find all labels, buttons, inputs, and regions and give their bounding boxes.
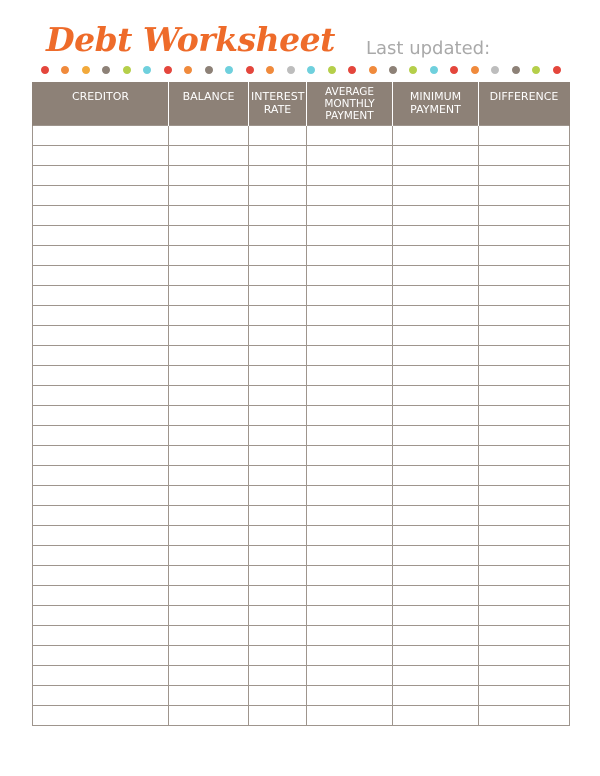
table-row: [33, 185, 570, 205]
table-cell-interest-rate[interactable]: [249, 405, 307, 425]
table-cell-difference[interactable]: [479, 345, 570, 365]
table-cell-minimum-payment[interactable]: [393, 425, 479, 445]
table-cell-interest-rate[interactable]: [249, 645, 307, 665]
decorative-dot: [553, 66, 561, 74]
table-cell-difference[interactable]: [479, 665, 570, 685]
decorative-dot: [246, 66, 254, 74]
table-cell-average-monthly-payment[interactable]: [307, 705, 393, 725]
table-cell-balance[interactable]: [169, 565, 249, 585]
column-header-text: MONTHLY: [324, 98, 375, 110]
table-row: [33, 665, 570, 685]
table-cell-minimum-payment[interactable]: [393, 525, 479, 545]
table-cell-balance[interactable]: [169, 645, 249, 665]
table-cell-balance[interactable]: [169, 225, 249, 245]
table-cell-balance[interactable]: [169, 405, 249, 425]
table-cell-difference[interactable]: [479, 545, 570, 565]
table-row: [33, 445, 570, 465]
table-cell-minimum-payment[interactable]: [393, 225, 479, 245]
table-cell-average-monthly-payment[interactable]: [307, 225, 393, 245]
table-cell-balance[interactable]: [169, 365, 249, 385]
table-cell-balance[interactable]: [169, 485, 249, 505]
table-cell-balance[interactable]: [169, 425, 249, 445]
table-cell-difference[interactable]: [479, 585, 570, 605]
table-cell-creditor[interactable]: [33, 225, 169, 245]
table-cell-average-monthly-payment[interactable]: [307, 385, 393, 405]
table-cell-average-monthly-payment[interactable]: [307, 345, 393, 365]
table-cell-minimum-payment[interactable]: [393, 285, 479, 305]
table-cell-creditor[interactable]: [33, 185, 169, 205]
table-body: [33, 125, 570, 725]
decorative-dot-row: [41, 66, 561, 74]
table-row: [33, 565, 570, 585]
column-header-text: PAYMENT: [325, 110, 374, 122]
decorative-dot: [471, 66, 479, 74]
table-cell-interest-rate[interactable]: [249, 145, 307, 165]
table-cell-balance[interactable]: [169, 165, 249, 185]
table-cell-minimum-payment[interactable]: [393, 685, 479, 705]
decorative-dot: [41, 66, 49, 74]
table-cell-minimum-payment[interactable]: [393, 605, 479, 625]
table-cell-minimum-payment[interactable]: [393, 165, 479, 185]
decorative-dot: [143, 66, 151, 74]
table-cell-balance[interactable]: [169, 325, 249, 345]
table-cell-minimum-payment[interactable]: [393, 405, 479, 425]
table-cell-balance[interactable]: [169, 265, 249, 285]
table-cell-minimum-payment[interactable]: [393, 545, 479, 565]
table-cell-balance[interactable]: [169, 285, 249, 305]
decorative-dot: [123, 66, 131, 74]
table-cell-creditor[interactable]: [33, 265, 169, 285]
table-cell-interest-rate[interactable]: [249, 165, 307, 185]
table-cell-interest-rate[interactable]: [249, 605, 307, 625]
table-row: [33, 245, 570, 265]
table-cell-creditor[interactable]: [33, 285, 169, 305]
table-cell-balance[interactable]: [169, 245, 249, 265]
table-cell-creditor[interactable]: [33, 325, 169, 345]
table-cell-minimum-payment[interactable]: [393, 125, 479, 145]
table-row: [33, 425, 570, 445]
table-cell-interest-rate[interactable]: [249, 545, 307, 565]
decorative-dot: [266, 66, 274, 74]
table-row: [33, 325, 570, 345]
table-row: [33, 125, 570, 145]
table-cell-creditor[interactable]: [33, 365, 169, 385]
table-row: [33, 205, 570, 225]
table-cell-creditor[interactable]: [33, 565, 169, 585]
table-cell-average-monthly-payment[interactable]: [307, 565, 393, 585]
table-cell-difference[interactable]: [479, 225, 570, 245]
decorative-dot: [184, 66, 192, 74]
table-cell-minimum-payment[interactable]: [393, 305, 479, 325]
table-cell-creditor[interactable]: [33, 485, 169, 505]
table-cell-creditor[interactable]: [33, 625, 169, 645]
table-cell-interest-rate[interactable]: [249, 305, 307, 325]
table-row: [33, 525, 570, 545]
decorative-dot: [164, 66, 172, 74]
column-header-text: RATE: [263, 103, 292, 116]
table-cell-interest-rate[interactable]: [249, 125, 307, 145]
table-cell-difference[interactable]: [479, 645, 570, 665]
table-cell-difference[interactable]: [479, 145, 570, 165]
table-cell-balance[interactable]: [169, 685, 249, 705]
table-cell-balance[interactable]: [169, 205, 249, 225]
table-cell-creditor[interactable]: [33, 445, 169, 465]
table-cell-difference[interactable]: [479, 125, 570, 145]
column-header-balance: [169, 82, 249, 125]
table-cell-average-monthly-payment[interactable]: [307, 185, 393, 205]
table-cell-interest-rate[interactable]: [249, 345, 307, 365]
table-cell-minimum-payment[interactable]: [393, 325, 479, 345]
table-cell-average-monthly-payment[interactable]: [307, 245, 393, 265]
table-cell-minimum-payment[interactable]: [393, 645, 479, 665]
table-cell-difference[interactable]: [479, 465, 570, 485]
table-cell-average-monthly-payment[interactable]: [307, 465, 393, 485]
table-cell-average-monthly-payment[interactable]: [307, 365, 393, 385]
table-cell-average-monthly-payment[interactable]: [307, 125, 393, 145]
table-cell-creditor[interactable]: [33, 505, 169, 525]
table-cell-difference[interactable]: [479, 205, 570, 225]
table-cell-creditor[interactable]: [33, 605, 169, 625]
table-cell-interest-rate[interactable]: [249, 265, 307, 285]
column-header-average-monthly-payment: [307, 82, 393, 125]
table-cell-interest-rate[interactable]: [249, 365, 307, 385]
table-cell-balance[interactable]: [169, 625, 249, 645]
table-cell-minimum-payment[interactable]: [393, 185, 479, 205]
decorative-dot: [389, 66, 397, 74]
decorative-dot: [82, 66, 90, 74]
column-header-text: INTEREST: [251, 90, 305, 103]
table-row: [33, 305, 570, 325]
table-cell-average-monthly-payment[interactable]: [307, 425, 393, 445]
table-cell-average-monthly-payment[interactable]: [307, 285, 393, 305]
decorative-dot: [512, 66, 520, 74]
table-cell-average-monthly-payment[interactable]: [307, 305, 393, 325]
table-cell-average-monthly-payment[interactable]: [307, 585, 393, 605]
table-cell-difference[interactable]: [479, 525, 570, 545]
table-cell-minimum-payment[interactable]: [393, 705, 479, 725]
decorative-dot: [102, 66, 110, 74]
table-cell-minimum-payment[interactable]: [393, 365, 479, 385]
table-cell-average-monthly-payment[interactable]: [307, 545, 393, 565]
table-row: [33, 705, 570, 725]
table-cell-difference[interactable]: [479, 425, 570, 445]
table-cell-average-monthly-payment[interactable]: [307, 525, 393, 545]
table-cell-average-monthly-payment[interactable]: [307, 505, 393, 525]
table-cell-balance[interactable]: [169, 525, 249, 545]
table-row: [33, 645, 570, 665]
table-row: [33, 345, 570, 365]
table-cell-balance[interactable]: [169, 585, 249, 605]
table-cell-balance[interactable]: [169, 345, 249, 365]
table-cell-interest-rate[interactable]: [249, 385, 307, 405]
table-cell-creditor[interactable]: [33, 585, 169, 605]
column-header-creditor: [33, 82, 169, 125]
table-cell-difference[interactable]: [479, 625, 570, 645]
table-cell-interest-rate[interactable]: [249, 325, 307, 345]
decorative-dot: [205, 66, 213, 74]
table-row: [33, 265, 570, 285]
table-cell-difference[interactable]: [479, 325, 570, 345]
table-cell-balance[interactable]: [169, 385, 249, 405]
table-cell-interest-rate[interactable]: [249, 625, 307, 645]
decorative-dot: [287, 66, 295, 74]
table-cell-difference[interactable]: [479, 445, 570, 465]
decorative-dot: [532, 66, 540, 74]
table-cell-creditor[interactable]: [33, 685, 169, 705]
table-cell-minimum-payment[interactable]: [393, 625, 479, 645]
table-cell-balance[interactable]: [169, 545, 249, 565]
table-row: [33, 385, 570, 405]
page-title: Debt Worksheet: [46, 20, 335, 59]
table-header-row: [33, 82, 570, 125]
table-cell-interest-rate[interactable]: [249, 485, 307, 505]
table-cell-average-monthly-payment[interactable]: [307, 665, 393, 685]
table-cell-minimum-payment[interactable]: [393, 145, 479, 165]
column-header-text: CREDITOR: [71, 90, 129, 103]
table-cell-minimum-payment[interactable]: [393, 565, 479, 585]
table-cell-difference[interactable]: [479, 565, 570, 585]
table-cell-minimum-payment[interactable]: [393, 665, 479, 685]
table-cell-average-monthly-payment[interactable]: [307, 645, 393, 665]
table-cell-minimum-payment[interactable]: [393, 585, 479, 605]
table-cell-balance[interactable]: [169, 465, 249, 485]
column-header-text: BALANCE: [182, 90, 235, 103]
table-cell-creditor[interactable]: [33, 125, 169, 145]
table-cell-difference[interactable]: [479, 185, 570, 205]
column-header-interest-rate: [249, 82, 307, 125]
table-cell-balance[interactable]: [169, 185, 249, 205]
decorative-dot: [450, 66, 458, 74]
table-cell-interest-rate[interactable]: [249, 245, 307, 265]
table-cell-interest-rate[interactable]: [249, 665, 307, 685]
table-cell-balance[interactable]: [169, 305, 249, 325]
table-cell-difference[interactable]: [479, 685, 570, 705]
table-row: [33, 285, 570, 305]
table-row: [33, 225, 570, 245]
table-cell-creditor[interactable]: [33, 205, 169, 225]
table-row: [33, 585, 570, 605]
table-cell-difference[interactable]: [479, 365, 570, 385]
table-cell-average-monthly-payment[interactable]: [307, 325, 393, 345]
table-cell-difference[interactable]: [479, 405, 570, 425]
decorative-dot: [328, 66, 336, 74]
decorative-dot: [61, 66, 69, 74]
table-cell-interest-rate[interactable]: [249, 685, 307, 705]
table-cell-minimum-payment[interactable]: [393, 485, 479, 505]
table-cell-interest-rate[interactable]: [249, 585, 307, 605]
table-cell-difference[interactable]: [479, 505, 570, 525]
table-cell-creditor[interactable]: [33, 345, 169, 365]
table-cell-creditor[interactable]: [33, 425, 169, 445]
column-header-text: AVERAGE: [325, 86, 374, 98]
debt-table: [32, 82, 570, 726]
table-cell-average-monthly-payment[interactable]: [307, 165, 393, 185]
table-cell-balance[interactable]: [169, 125, 249, 145]
table-cell-minimum-payment[interactable]: [393, 345, 479, 365]
table-cell-creditor[interactable]: [33, 525, 169, 545]
table-cell-interest-rate[interactable]: [249, 225, 307, 245]
table-cell-creditor[interactable]: [33, 545, 169, 565]
table-cell-creditor[interactable]: [33, 245, 169, 265]
table-cell-difference[interactable]: [479, 245, 570, 265]
table-cell-creditor[interactable]: [33, 165, 169, 185]
table-cell-difference[interactable]: [479, 285, 570, 305]
table-cell-average-monthly-payment[interactable]: [307, 605, 393, 625]
table-cell-average-monthly-payment[interactable]: [307, 145, 393, 165]
table-cell-minimum-payment[interactable]: [393, 465, 479, 485]
table-cell-difference[interactable]: [479, 265, 570, 285]
table-cell-interest-rate[interactable]: [249, 205, 307, 225]
table-cell-difference[interactable]: [479, 485, 570, 505]
table-cell-difference[interactable]: [479, 705, 570, 725]
table-cell-balance[interactable]: [169, 505, 249, 525]
table-row: [33, 505, 570, 525]
decorative-dot: [369, 66, 377, 74]
table-cell-average-monthly-payment[interactable]: [307, 625, 393, 645]
column-header-text: MINIMUM: [409, 90, 462, 103]
table-cell-average-monthly-payment[interactable]: [307, 445, 393, 465]
table-cell-minimum-payment[interactable]: [393, 265, 479, 285]
decorative-dot: [307, 66, 315, 74]
table-cell-balance[interactable]: [169, 445, 249, 465]
table-cell-difference[interactable]: [479, 605, 570, 625]
table-row: [33, 625, 570, 645]
column-header-minimum-payment: [393, 82, 479, 125]
table-cell-interest-rate[interactable]: [249, 705, 307, 725]
column-header-text: PAYMENT: [410, 103, 461, 116]
last-updated-label: Last updated:: [366, 38, 491, 59]
table-row: [33, 485, 570, 505]
decorative-dot: [348, 66, 356, 74]
table-cell-balance[interactable]: [169, 145, 249, 165]
table-cell-difference[interactable]: [479, 385, 570, 405]
table-cell-creditor[interactable]: [33, 385, 169, 405]
table-cell-interest-rate[interactable]: [249, 185, 307, 205]
table-row: [33, 465, 570, 485]
table-cell-creditor[interactable]: [33, 465, 169, 485]
table-cell-creditor[interactable]: [33, 145, 169, 165]
decorative-dot: [491, 66, 499, 74]
column-header-difference: [479, 82, 570, 125]
table-cell-creditor[interactable]: [33, 705, 169, 725]
table-row: [33, 365, 570, 385]
table-cell-difference[interactable]: [479, 165, 570, 185]
table-cell-balance[interactable]: [169, 705, 249, 725]
table-cell-interest-rate[interactable]: [249, 445, 307, 465]
table-row: [33, 405, 570, 425]
decorative-dot: [409, 66, 417, 74]
table-cell-minimum-payment[interactable]: [393, 385, 479, 405]
table-cell-difference[interactable]: [479, 305, 570, 325]
table-cell-creditor[interactable]: [33, 665, 169, 685]
table-cell-interest-rate[interactable]: [249, 505, 307, 525]
table-cell-creditor[interactable]: [33, 305, 169, 325]
table-row: [33, 685, 570, 705]
table-cell-balance[interactable]: [169, 665, 249, 685]
table-cell-interest-rate[interactable]: [249, 465, 307, 485]
table-cell-minimum-payment[interactable]: [393, 245, 479, 265]
table-row: [33, 165, 570, 185]
table-cell-creditor[interactable]: [33, 645, 169, 665]
table-cell-average-monthly-payment[interactable]: [307, 205, 393, 225]
table-cell-minimum-payment[interactable]: [393, 505, 479, 525]
column-header-text: DIFFERENCE: [489, 90, 559, 103]
table-cell-average-monthly-payment[interactable]: [307, 685, 393, 705]
table-cell-interest-rate[interactable]: [249, 425, 307, 445]
table-row: [33, 545, 570, 565]
table-cell-interest-rate[interactable]: [249, 285, 307, 305]
table-cell-average-monthly-payment[interactable]: [307, 485, 393, 505]
table-cell-interest-rate[interactable]: [249, 565, 307, 585]
table-cell-creditor[interactable]: [33, 405, 169, 425]
decorative-dot: [225, 66, 233, 74]
table-cell-minimum-payment[interactable]: [393, 445, 479, 465]
table-cell-average-monthly-payment[interactable]: [307, 265, 393, 285]
table-row: [33, 145, 570, 165]
table-cell-average-monthly-payment[interactable]: [307, 405, 393, 425]
decorative-dot: [430, 66, 438, 74]
table-cell-minimum-payment[interactable]: [393, 205, 479, 225]
table-cell-interest-rate[interactable]: [249, 525, 307, 545]
table-row: [33, 605, 570, 625]
table-cell-balance[interactable]: [169, 605, 249, 625]
